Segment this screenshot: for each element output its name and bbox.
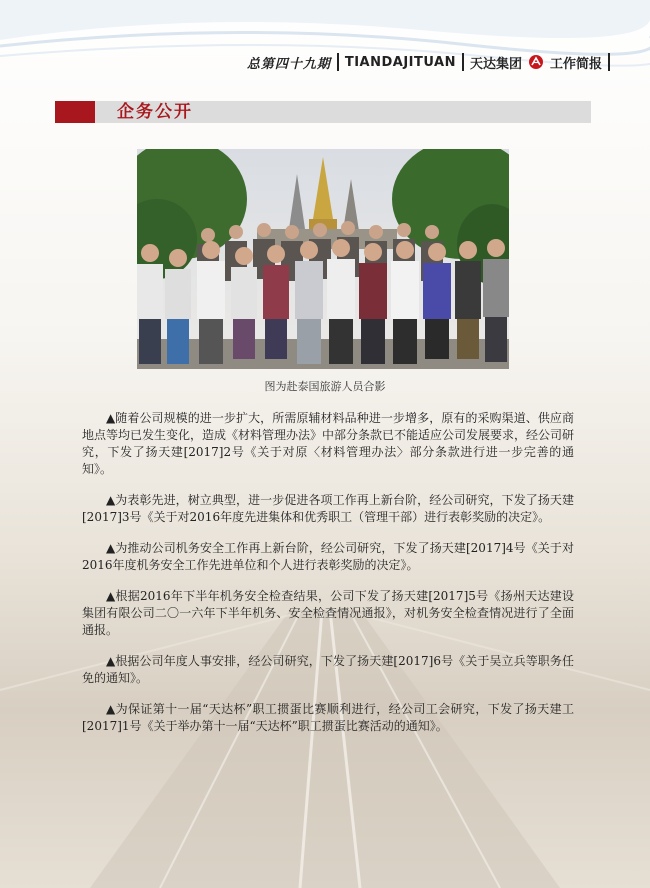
notice-paragraph: ▲根据2016年下半年机务安全检查结果，公司下发了扬天建[2017]5号《扬州天达建设集团有限公司二〇一六年下半年机务、安全检查情况通报》，对机务安全检查情况进行了全面通报。	[82, 589, 574, 637]
notice-paragraph: ▲为推动公司机务安全工作再上新台阶，经公司研究，下发了扬天建[2017]4号《关于对2016年度机务安全工作先进单位和个人进行表彰奖励的决定》。	[82, 541, 574, 572]
page-header	[247, 52, 610, 72]
brand-name: TIANDAJITUAN	[344, 54, 456, 70]
notice-paragraph: ▲为表彰先进，树立典型，进一步促进各项工作再上新台阶，经公司研究，下发了扬天建[2017]3号《关于对2016年度先进集体和优秀职工（管理干部）进行表彰奖励的决定》。	[82, 493, 574, 524]
tianda-logo-icon	[528, 54, 544, 70]
group-name: 天达集团	[469, 56, 522, 72]
section-accent-block	[55, 101, 95, 123]
notice-paragraph: ▲根据公司年度人事安排，经公司研究，下发了扬天建[2017]6号《关于吴立兵等职务任免的通知》。	[82, 654, 574, 685]
notice-paragraph: ▲随着公司规模的进一步扩大，所需原辅材料品种进一步增多，原有的采购渠道、供应商地点等均已发生变化，造成《材料管理办法》中部分条款已不能适应公司发展要求，经公司研究，下发了扬天建[2017]2号《关于对原〈材料管理办法〉部分条款进行进一步完善的通知》。	[82, 411, 575, 476]
header-divider	[608, 53, 610, 71]
group-photo	[137, 149, 509, 369]
newsletter-name: 工作简报	[549, 56, 602, 72]
notice-paragraph: ▲为保证第十一届“天达杯”职工掼蛋比赛顺利进行，经公司工会研究，下发了扬天建工[2017]1号《关于举办第十一届“天达杯”职工掼蛋比赛活动的通知》。	[82, 702, 574, 733]
photo-caption: 图为赴泰国旅游人员合影	[264, 380, 386, 393]
notice-list	[82, 410, 574, 749]
issue-number: 总第四十九期	[246, 56, 331, 72]
section-title: 企务公开	[117, 102, 193, 122]
header-divider	[337, 53, 339, 71]
header-divider	[462, 53, 464, 71]
section-title-bar	[55, 101, 591, 123]
